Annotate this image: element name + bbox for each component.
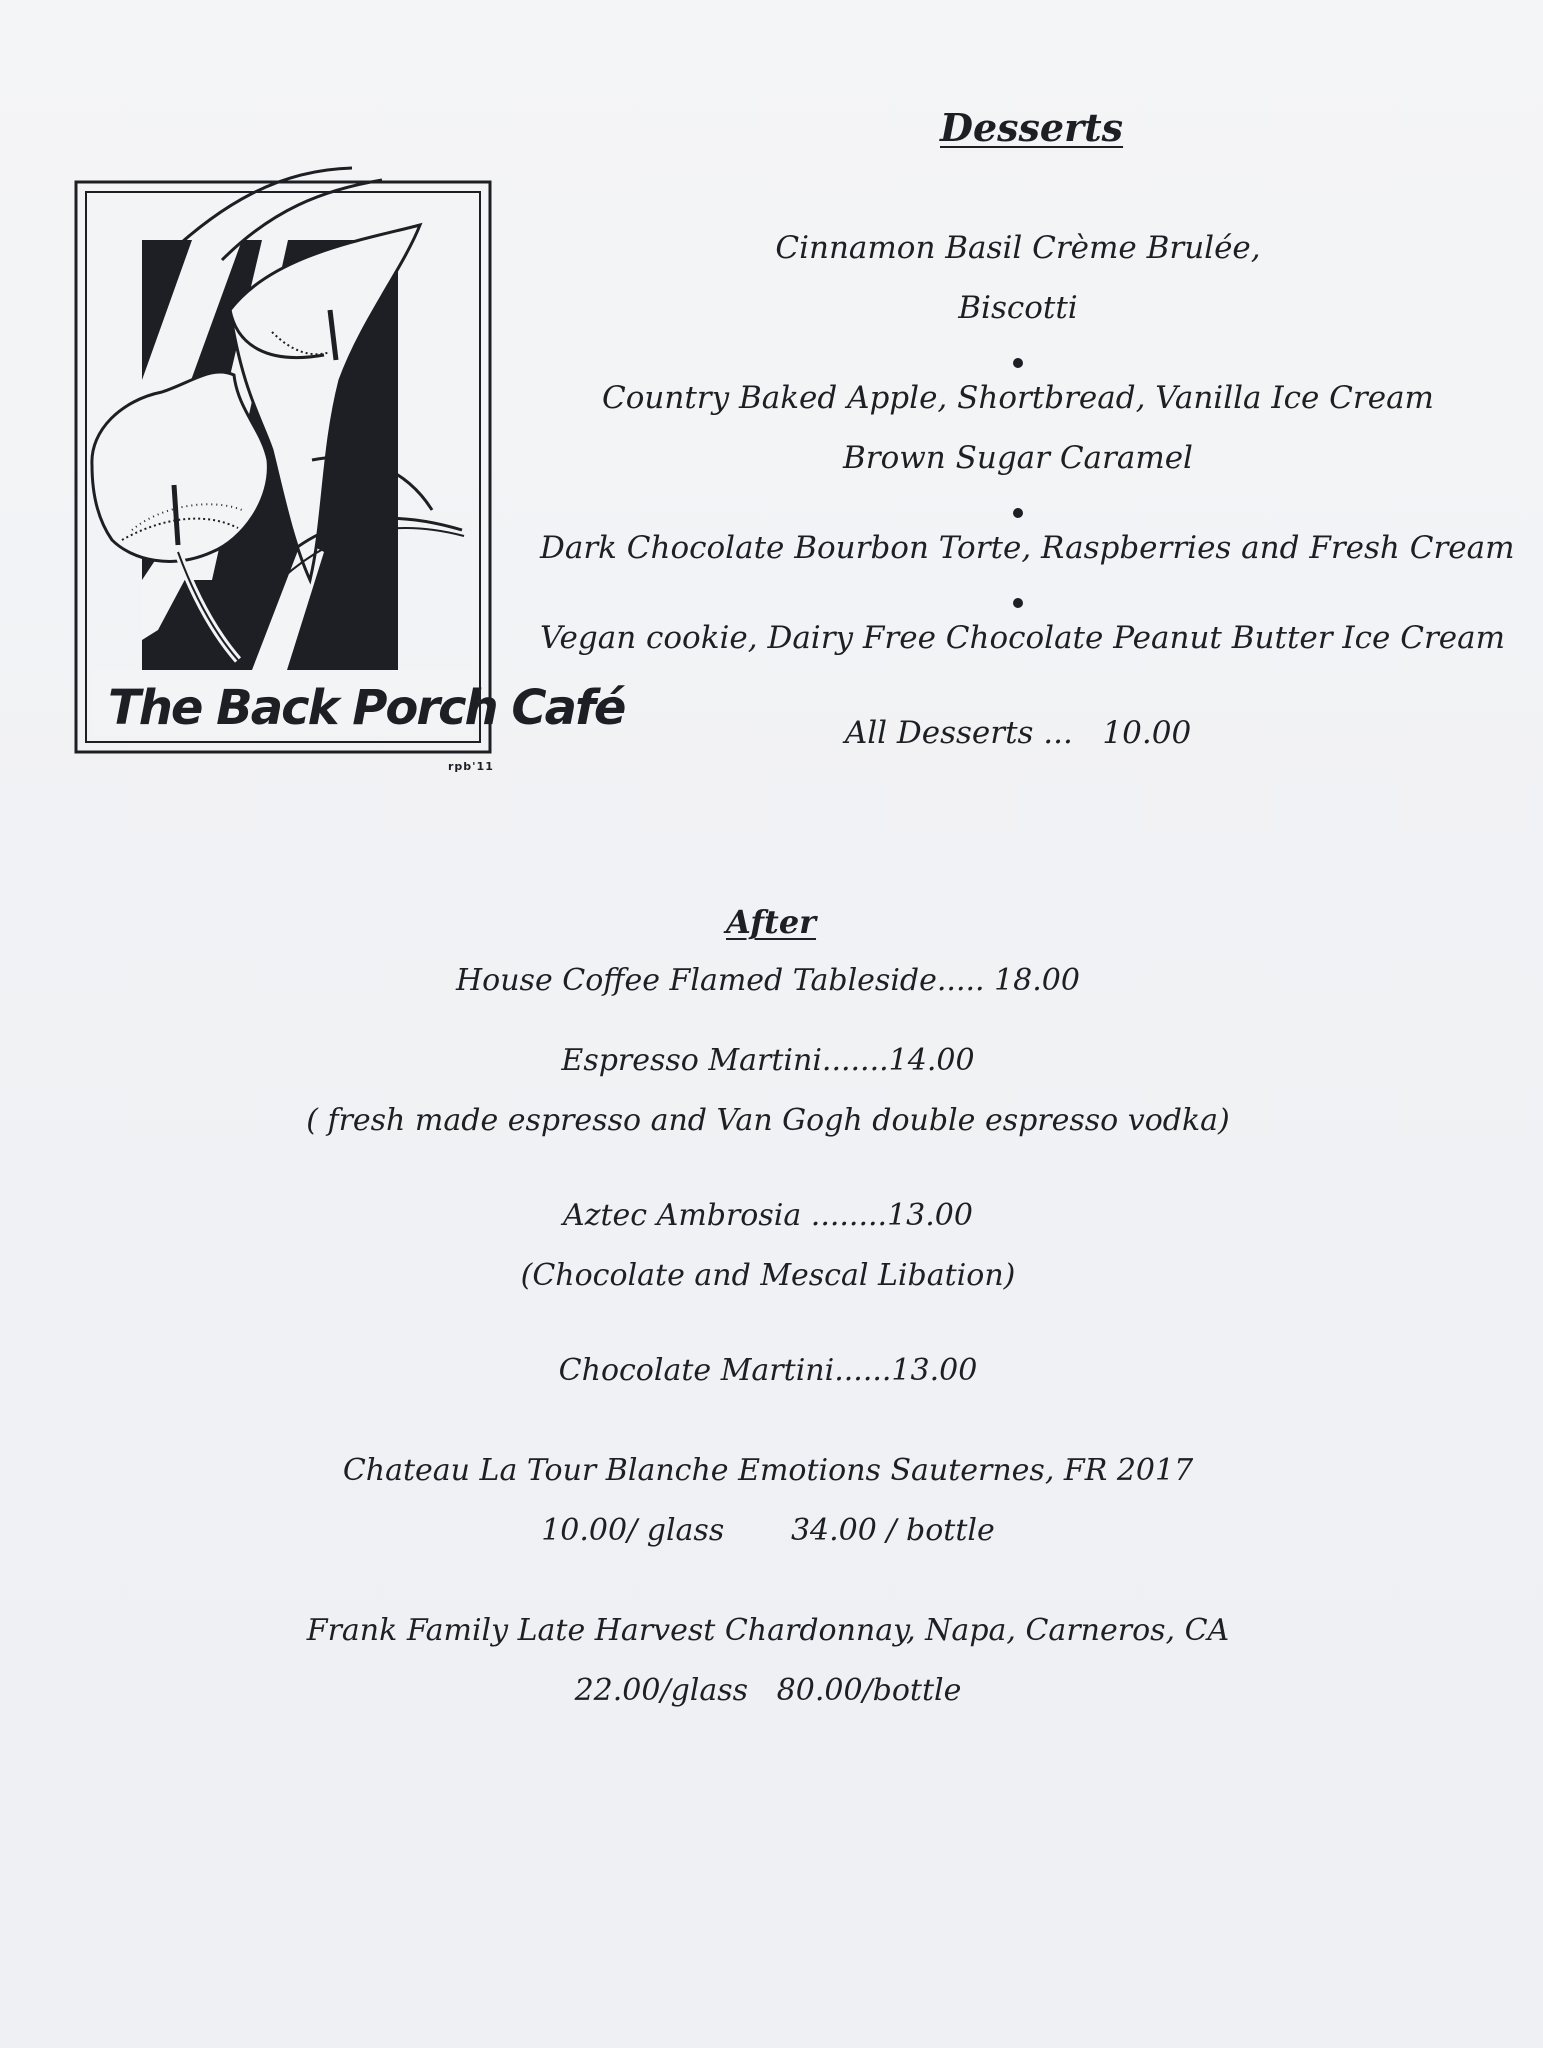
logo-text: The Back Porch Café: [108, 680, 625, 736]
artist-signature: rpb'11: [448, 760, 494, 773]
after-item: Chateau La Tour Blanche Emotions Sauternes, FR 2017: [342, 1453, 1194, 1488]
after-item: Aztec Ambrosia ........13.00: [563, 1198, 973, 1233]
dessert-item: Dark Chocolate Bourbon Torte, Raspberries and Fresh Cream: [540, 530, 1515, 566]
dessert-item: Biscotti: [958, 290, 1078, 326]
after-item-note: (Chocolate and Mescal Libation): [520, 1258, 1016, 1293]
after-item-price: 22.00/glass 80.00/bottle: [574, 1673, 962, 1708]
dessert-item: Vegan cookie, Dairy Free Chocolate Peanut Butter Ice Cream: [540, 620, 1505, 656]
dessert-item: Country Baked Apple, Shortbread, Vanilla Ice Cream: [602, 380, 1434, 416]
after-item: Espresso Martini.......14.00: [561, 1043, 975, 1078]
dessert-item: Brown Sugar Caramel: [843, 440, 1193, 476]
dessert-item: Cinnamon Basil Crème Brulée,: [775, 230, 1261, 266]
after-item-note: ( fresh made espresso and Van Gogh double espresso vodka): [306, 1103, 1230, 1138]
desserts-heading: Desserts: [940, 105, 1124, 150]
after-item: House Coffee Flamed Tableside..... 18.00: [456, 963, 1080, 998]
desserts-price: All Desserts ... 10.00: [844, 715, 1192, 751]
after-heading: After: [726, 903, 817, 941]
after-item-price: 10.00/ glass 34.00 / bottle: [541, 1513, 995, 1548]
after-item: Frank Family Late Harvest Chardonnay, Napa, Carneros, CA: [306, 1613, 1230, 1648]
after-list: [240, 0, 1296, 2048]
after-item: Chocolate Martini......13.00: [558, 1353, 978, 1388]
